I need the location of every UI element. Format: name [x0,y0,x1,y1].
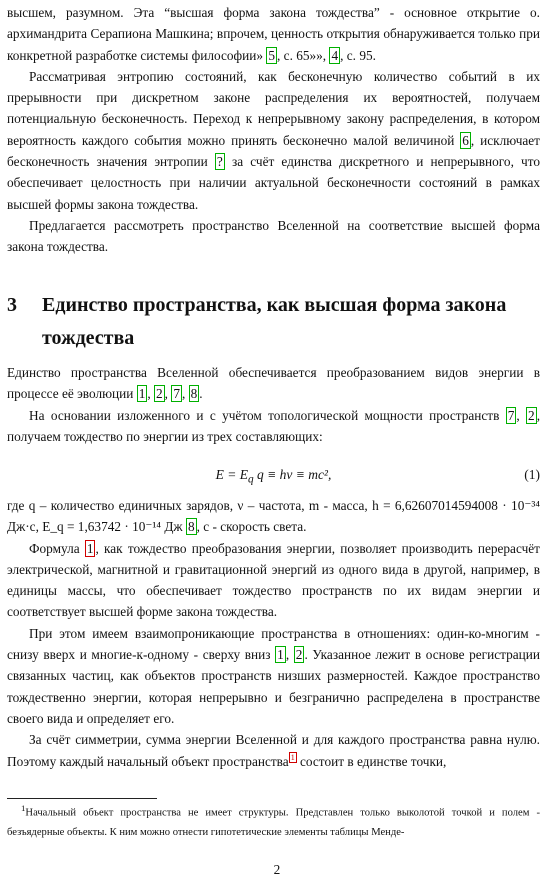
text-block-bottom [7,495,540,772]
citation-link[interactable]: 4 [331,47,339,63]
equation-expression: $E = E_q$ q ≡ hν ≡ mc², [215,467,332,486]
citation-link[interactable]: ? [216,154,223,170]
text-block-middle [7,362,540,447]
section-title: Единство пространства, как высшая форма закона тождества [42,294,507,349]
paragraph: При этом имеем взаимопроникающие пространства в отношениях: один-ко-многим - снизу вверх и многие-к-одному - сверху вниз 1 , 2 . Указанное лежит в основе регистрации связанных частиц, как объектов пространств низших размерностей. Каждое пространство тождественно энергии, которая непрерывно и безгранично распределена в пространстве своего вида и определяет его. [7,625,541,726]
section-heading [7,289,547,355]
equation-1 [7,467,540,491]
citation-link[interactable]: 1 [277,647,284,663]
paragraph: где q – количество единичных зарядов, ν – частота, m - масса, h = 6,62607014594008 · 10⁻³⁴ Дж·с, E_q = 1,63742 · 10⁻¹⁴ Дж 8 , c - скорость света. [7,498,540,535]
paragraph: На основании изложенного и с учётом топологической мощности пространств 7 , 2 , получаем тождество по энергии из трех составляющих: [7,407,541,444]
equation-reference-link[interactable]: 1 [86,540,94,556]
citation-link[interactable]: 8 [190,386,198,402]
paragraph: Рассматривая энтропию состояний, как бесконечную количество событий в их прерывности при дискретном законе распределения их вероятностей, получаем потенциальную бесконечность. Переход к непрерывному закону распределения, в котором вероятность каждого события можно принять бесконечно малой величиной 6 , исключает бесконечность значения энтропии ? за счёт единства дискретного и непрерывного, что обеспечивает целостность при наличии актуальной бесконечности состояний в рамках высшей формы закона тождества. [7,68,540,212]
citation-link[interactable]: 7 [173,386,180,402]
citation-link[interactable]: 8 [187,519,195,535]
paragraph: высшем, разумном. Эта “высшая форма закона тождества” - основное открытие о. архимандрита Серапиона Машкина; впрочем, ценность открытия обнаруживается только при конкретной разработке системы философии» 5 , с. 65»», 4 , с. 95. [7,5,540,63]
citation-link[interactable]: 1 [138,386,146,402]
equation-number: (1) [524,467,540,482]
section-number: 3 [7,294,17,316]
paragraph: Единство пространства Вселенной обеспечивается преобразованием видов энергии в процессе её эволюции 1 , 2 , 7 , 8 . [7,365,540,402]
paragraph: Предлагается рассмотреть пространство Вселенной на соответствие высшей форма закона тождества. [7,217,540,255]
footnote-text: Начальный объект пространства не имеет структуры. Представлен только выколотой точкой и полем - безъядерные объекты. К ним можно отнести гипотетические элементы таблицы Менде- [7,807,540,838]
citation-link[interactable]: 7 [507,407,515,423]
citation-link[interactable]: 6 [462,132,469,148]
paragraph: За счёт симметрии, сумма энергии Вселенной и для каждого пространства равна нулю. Поэтому каждый начальный объект пространства $^1$ состоит в единстве точки, [7,732,540,769]
page-number: 2 [273,862,281,877]
citation-link[interactable]: 2 [156,386,163,402]
footnote [7,799,540,842]
citation-link[interactable]: 2 [295,647,303,663]
citation-link[interactable]: 2 [528,407,535,423]
paragraph: Формула 1 , как тождество преобразования энергии, позволяет производить перерасчёт электрической, магнитной и гравитационной энергий из одного вида в другой, например, в единицы массы, что обеспечивает тождество пространств по их видам энергии и соответствует высшей форме закона тождества. [7,540,540,620]
citation-link[interactable]: 5 [268,47,276,63]
footnote-mark: 1 [21,803,26,813]
text-block-top [7,2,540,258]
footnote-link[interactable]: 1 [290,753,295,763]
